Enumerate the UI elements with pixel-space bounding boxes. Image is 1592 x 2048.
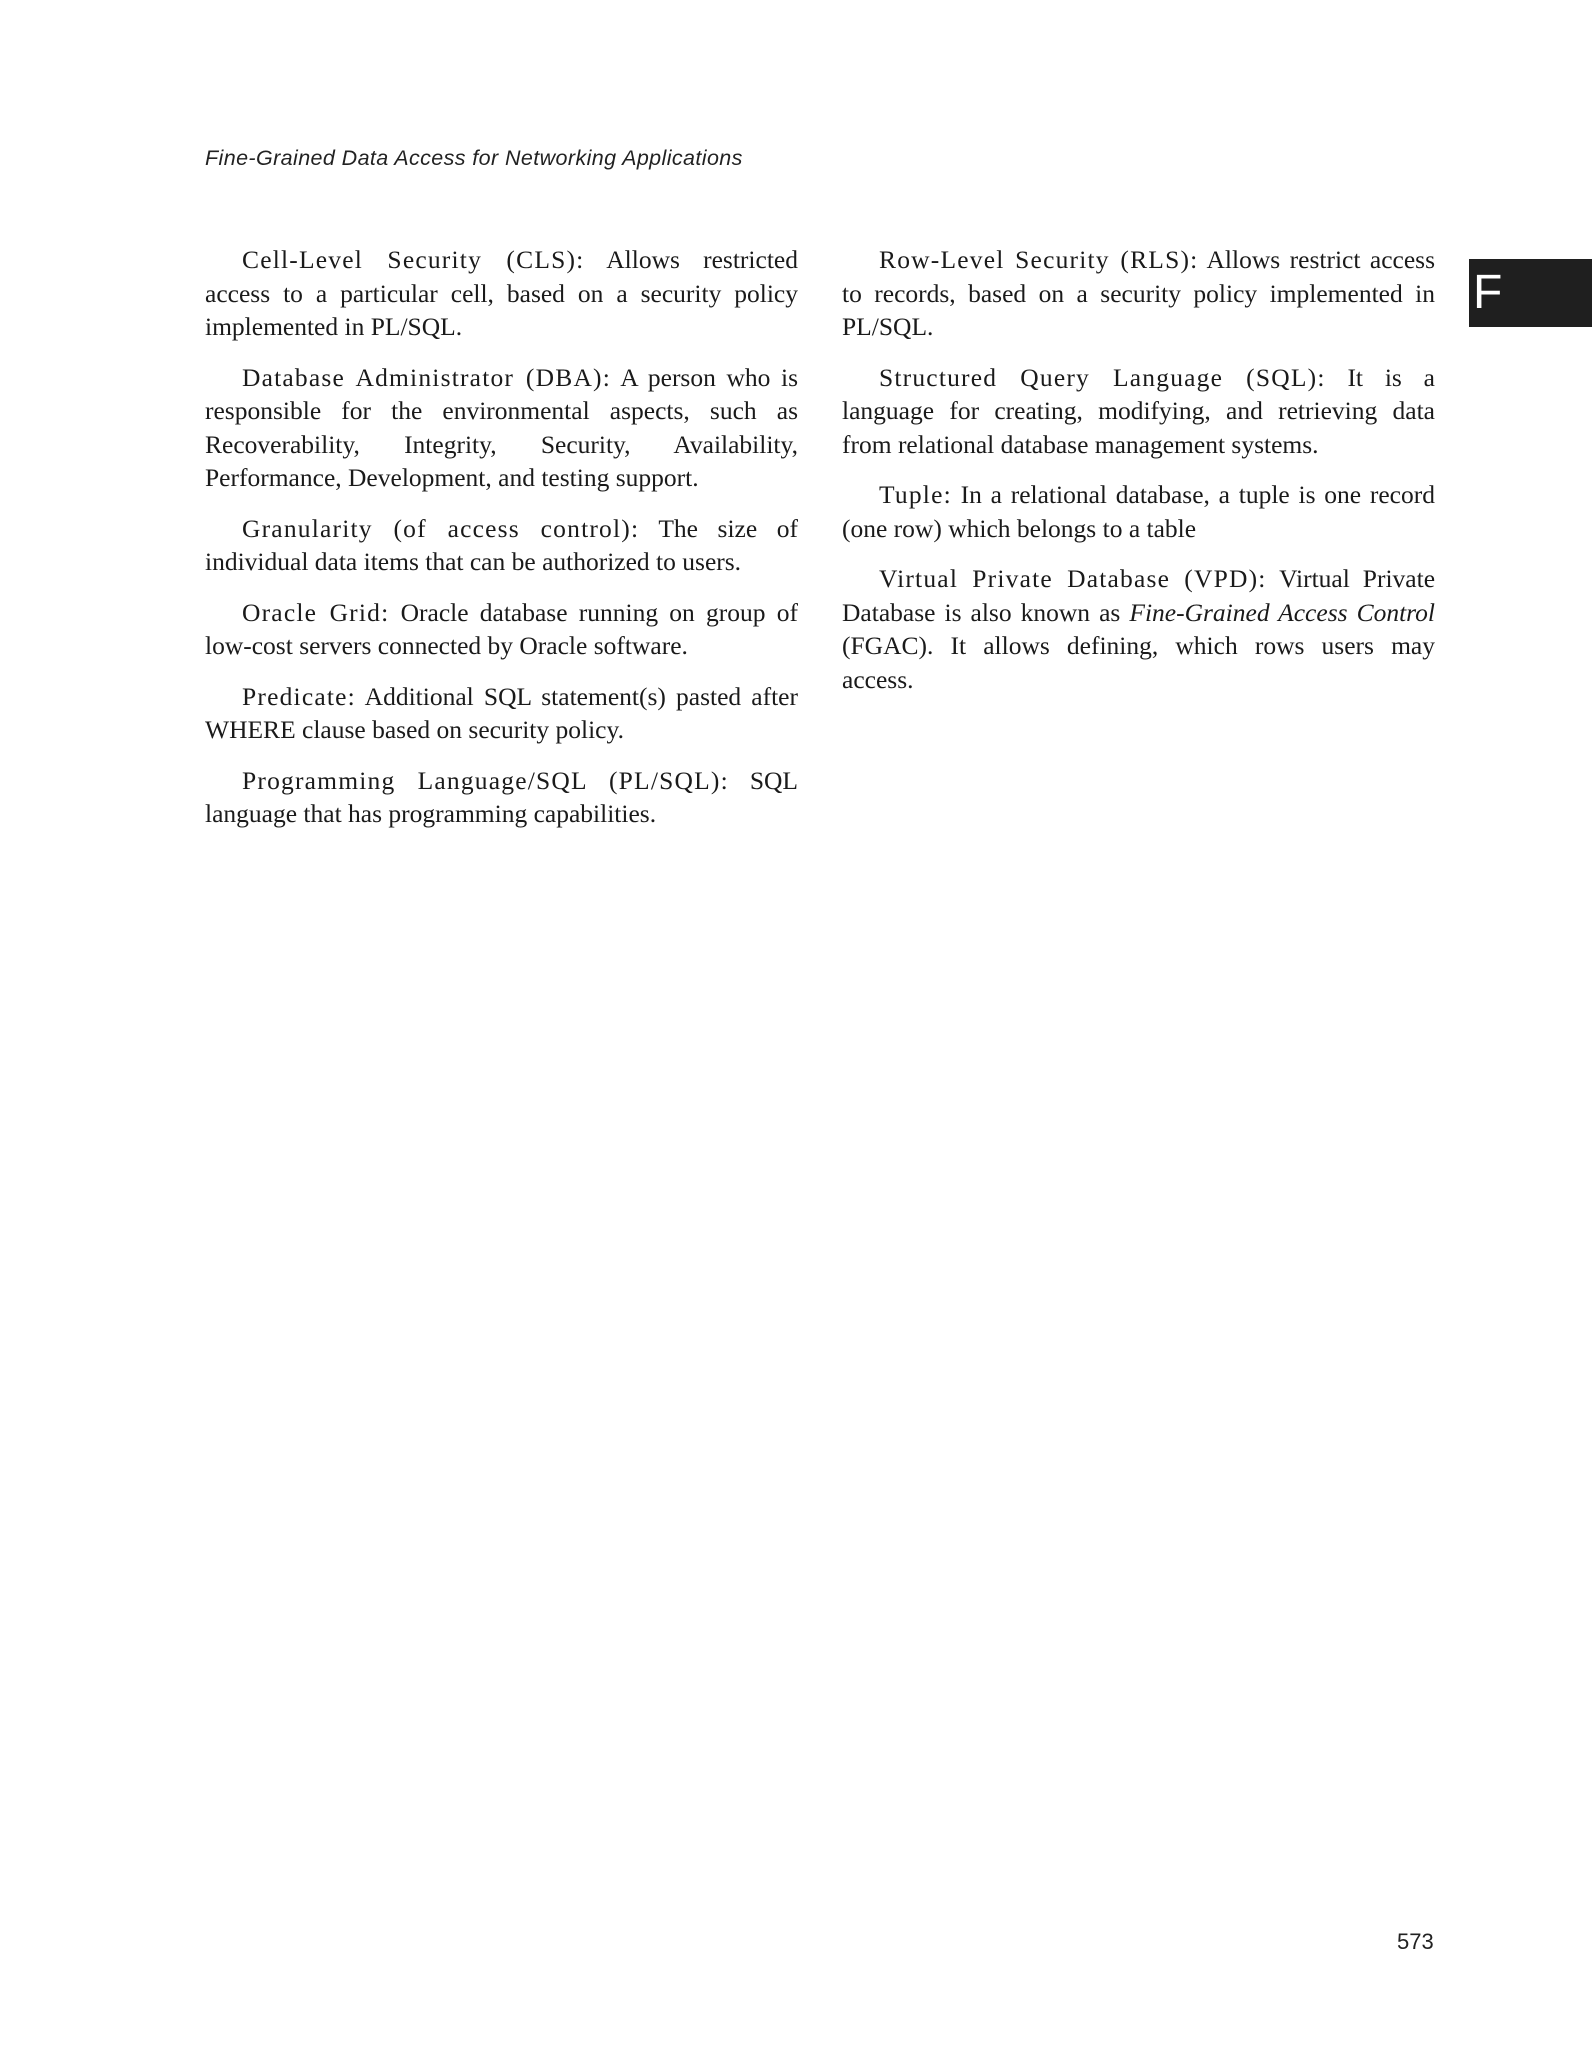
glossary-definition: SQL language that has programming capabilities. — [205, 765, 798, 828]
glossary-term: Row-Level Security (RLS): — [879, 245, 1199, 274]
glossary-definition: It is a language for creating, modifying, and retrieving data from relational database management systems. — [842, 362, 1435, 459]
glossary-column-left — [205, 243, 798, 848]
chapter-thumb-tab: F — [1469, 259, 1592, 327]
glossary-term: Structured Query Language (SQL): — [879, 362, 1326, 392]
glossary-definition: In a relational database, a tuple is one record (one row) which belongs to a table — [842, 480, 1435, 543]
glossary-definition: The size of individual data items that can be authorized to users. — [205, 513, 798, 576]
glossary-term: Cell-Level Security (CLS): — [242, 245, 585, 274]
glossary-entry-predicate — [205, 680, 798, 747]
glossary-definition: Oracle database running on group of low-cost servers connected by Oracle software. — [205, 597, 798, 660]
glossary-definition: Additional SQL statement(s) pasted after WHERE clause based on security policy. — [205, 681, 798, 744]
glossary-entry-rls — [842, 243, 1435, 344]
glossary-column-right — [842, 243, 1435, 713]
glossary-entry-vpd — [842, 562, 1435, 696]
glossary-entry-plsql — [205, 764, 798, 831]
glossary-definition-post: (FGAC). It allows defining, which rows users may access. — [842, 631, 1435, 694]
glossary-term: Oracle Grid: — [242, 597, 390, 627]
glossary-entry-granularity — [205, 512, 798, 579]
glossary-term: Database Administrator (DBA): — [242, 362, 612, 392]
glossary-definition: A person who is responsible for the environmental aspects, such as Recoverability, Integrity, Security, Availability, Performance, Development, and testing support. — [205, 362, 799, 492]
glossary-entry-cls — [205, 243, 798, 344]
page-number: 573 — [1397, 1929, 1434, 1954]
glossary-entry-dba — [205, 361, 798, 495]
glossary-entry-tuple — [842, 478, 1435, 545]
glossary-term: Virtual Private Database (VPD): — [879, 564, 1267, 593]
glossary-entry-sql — [842, 361, 1435, 462]
glossary-term: Programming Language/SQL (PL/SQL): — [242, 765, 729, 795]
running-header: Fine-Grained Data Access for Networking Applications — [205, 146, 743, 170]
glossary-definition: Allows restrict access to records, based on a security policy implemented in PL/SQL. — [842, 245, 1436, 341]
glossary-term: Granularity (of access control): — [242, 513, 640, 543]
glossary-definition-italic: Fine-Grained Access Control — [1129, 597, 1435, 627]
glossary-term: Tuple: — [879, 480, 952, 509]
glossary-term: Predicate: — [242, 681, 356, 711]
glossary-definition: Allows restricted access to a particular cell, based on a security policy implemented in PL/SQL. — [205, 245, 798, 341]
glossary-definition-pre: Virtual Private Database is also known as — [842, 564, 1436, 627]
glossary-entry-oracle-grid — [205, 596, 798, 663]
